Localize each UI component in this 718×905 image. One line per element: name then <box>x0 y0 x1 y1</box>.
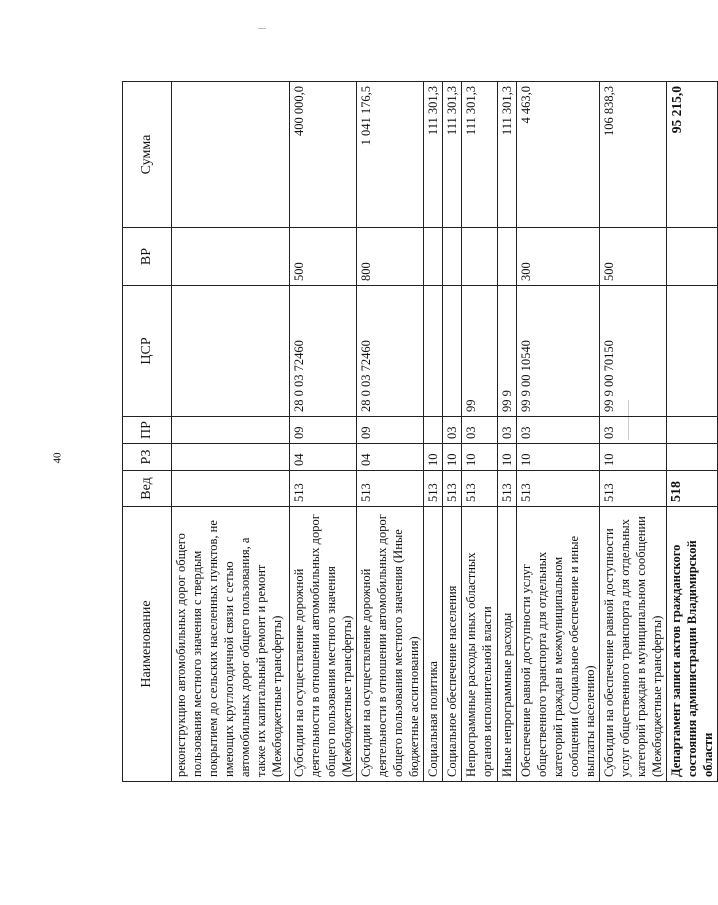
cell-ved: 518 <box>667 471 718 507</box>
cell-ved: 513 <box>290 471 357 507</box>
cell-csr <box>424 286 443 417</box>
cell-csr: 28 0 03 72460 <box>290 286 357 417</box>
cell-pr: 09 <box>290 417 357 444</box>
cell-vr: 500 <box>290 228 357 286</box>
header-ved: Вед <box>123 471 172 507</box>
cell-vr <box>498 228 517 286</box>
cell-ved <box>172 471 290 507</box>
cell-ved: 513 <box>357 471 424 507</box>
cell-vr <box>443 228 462 286</box>
cell-rz: 10 <box>443 444 462 471</box>
cell-rz: 10 <box>424 444 443 471</box>
page-number: 40 <box>51 452 64 464</box>
table-row <box>290 82 357 782</box>
cell-rz <box>667 444 718 471</box>
table-row <box>443 82 462 782</box>
cell-pr: 03 <box>498 417 517 444</box>
cell-rz: 10 <box>498 444 517 471</box>
cell-rz: 10 <box>600 444 667 471</box>
cell-ved: 513 <box>424 471 443 507</box>
cell-vr: 800 <box>357 228 424 286</box>
cell-ved: 513 <box>462 471 498 507</box>
header-rz: РЗ <box>123 444 172 471</box>
cell-name: Субсидии на обеспечение равной доступности услуг общественного транспорта для отдельных категорий граждан в муниципальном сообщении (Межбюджетные трансферты) <box>600 507 667 782</box>
cell-csr: 99 <box>462 286 498 417</box>
cell-csr: 99 9 00 10540 <box>517 286 600 417</box>
header-name: Наименование <box>123 507 172 782</box>
cell-sum: 111 301,3 <box>424 82 443 228</box>
table-row <box>600 82 667 782</box>
cell-name: Социальное обеспечение населения <box>443 507 462 782</box>
cell-sum: 95 215,0 <box>667 82 718 228</box>
cell-csr: 99 9 00 70150 <box>600 286 667 417</box>
cell-ved: 513 <box>443 471 462 507</box>
cell-name: Иные непрограммные расходы <box>498 507 517 782</box>
cell-sum: 4 463,0 <box>517 82 600 228</box>
budget-table <box>122 81 718 782</box>
cell-vr <box>424 228 443 286</box>
cell-ved: 513 <box>498 471 517 507</box>
cell-name: Непрограммные расходы иных областных органов исполнительной власти <box>462 507 498 782</box>
cell-pr: 03 <box>600 417 667 444</box>
cell-pr: 03 <box>443 417 462 444</box>
cell-sum: 111 301,3 <box>443 82 462 228</box>
cell-ved: 513 <box>517 471 600 507</box>
header-vr: ВР <box>123 228 172 286</box>
cell-sum <box>172 82 290 228</box>
table-row <box>357 82 424 782</box>
cell-rz <box>172 444 290 471</box>
cell-csr <box>667 286 718 417</box>
header-pr: ПР <box>123 417 172 444</box>
cell-csr: 99 9 <box>498 286 517 417</box>
cell-sum: 106 838,3 <box>600 82 667 228</box>
rotated-table-container <box>122 82 715 782</box>
table-row <box>498 82 517 782</box>
cell-vr <box>667 228 718 286</box>
header-csr: ЦСР <box>123 286 172 417</box>
cell-name: реконструкцию автомобильных дорог общего пользования местного значения с твердым покрытием до сельских населенных пунктов, не имеющих круглогодичной связи с сетью автомобильных дорог общего пользования, а также их капитальный ремонт и ремонт (Межбюджетные трансферты) <box>172 507 290 782</box>
cell-pr <box>667 417 718 444</box>
cell-vr <box>172 228 290 286</box>
table-row-total <box>667 82 718 782</box>
cell-rz: 04 <box>290 444 357 471</box>
table-row <box>517 82 600 782</box>
cell-name: Субсидии на осуществление дорожной деятельности в отношении автомобильных дорог общего пользования местного значения (Иные бюджетные ассигнования) <box>357 507 424 782</box>
cell-sum: 111 301,3 <box>498 82 517 228</box>
table-header-row <box>123 82 172 782</box>
cell-pr: 03 <box>462 417 498 444</box>
table-row <box>172 82 290 782</box>
cell-csr <box>443 286 462 417</box>
scan-artifact <box>258 28 266 29</box>
cell-name: Департамент записи актов гражданского состояния администрации Владимирской области <box>667 507 718 782</box>
cell-sum: 400 000,0 <box>290 82 357 228</box>
cell-rz: 04 <box>357 444 424 471</box>
cell-name: Обеспечение равной доступности услуг общественного транспорта для отдельных категорий граждан в межмуниципальном сообщении (Социальное обеспечение и иные выплаты населению) <box>517 507 600 782</box>
cell-csr: 28 0 03 72460 <box>357 286 424 417</box>
table-row <box>424 82 443 782</box>
cell-pr: 09 <box>357 417 424 444</box>
cell-pr: 03 <box>517 417 600 444</box>
header-sum: Сумма <box>123 82 172 228</box>
cell-name: Социальная политика <box>424 507 443 782</box>
cell-rz: 10 <box>517 444 600 471</box>
cell-vr: 500 <box>600 228 667 286</box>
cell-name: Субсидии на осуществление дорожной деятельности в отношении автомобильных дорог общего пользования местного значения (Межбюджетные трансферты) <box>290 507 357 782</box>
cell-sum: 111 301,3 <box>462 82 498 228</box>
cell-rz: 10 <box>462 444 498 471</box>
cell-vr: 300 <box>517 228 600 286</box>
cell-csr <box>172 286 290 417</box>
cell-pr <box>424 417 443 444</box>
cell-sum: 1 041 176,5 <box>357 82 424 228</box>
cell-pr <box>172 417 290 444</box>
table-row <box>462 82 498 782</box>
cell-ved: 513 <box>600 471 667 507</box>
cell-vr <box>462 228 498 286</box>
